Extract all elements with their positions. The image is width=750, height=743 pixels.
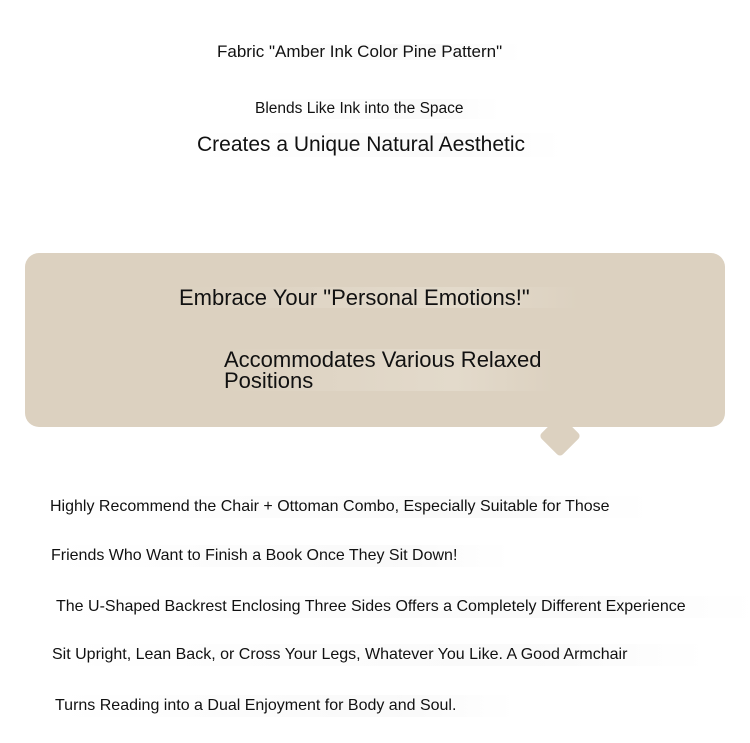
body-line-3: The U-Shaped Backrest Enclosing Three Sides Offers a Completely Different Experience bbox=[56, 596, 750, 618]
emotions-heading: Embrace Your "Personal Emotions!" bbox=[179, 287, 579, 308]
positions-heading: Accommodates Various Relaxed Positions bbox=[224, 349, 554, 391]
body-line-4: Sit Upright, Lean Back, or Cross Your Legs, Whatever You Like. A Good Armchair bbox=[52, 644, 707, 666]
body-line-2: Friends Who Want to Finish a Book Once They Sit Down! bbox=[51, 545, 511, 567]
body-line-5: Turns Reading into a Dual Enjoyment for Body and Soul. bbox=[55, 695, 515, 717]
body-line-1: Highly Recommend the Chair + Ottoman Combo, Especially Suitable for Those bbox=[50, 496, 650, 518]
highlight-panel bbox=[25, 253, 725, 427]
blends-subheading: Blends Like Ink into the Space bbox=[255, 99, 500, 119]
aesthetic-heading: Creates a Unique Natural Aesthetic bbox=[197, 133, 562, 157]
fabric-heading: Fabric "Amber Ink Color Pine Pattern" bbox=[217, 44, 522, 60]
